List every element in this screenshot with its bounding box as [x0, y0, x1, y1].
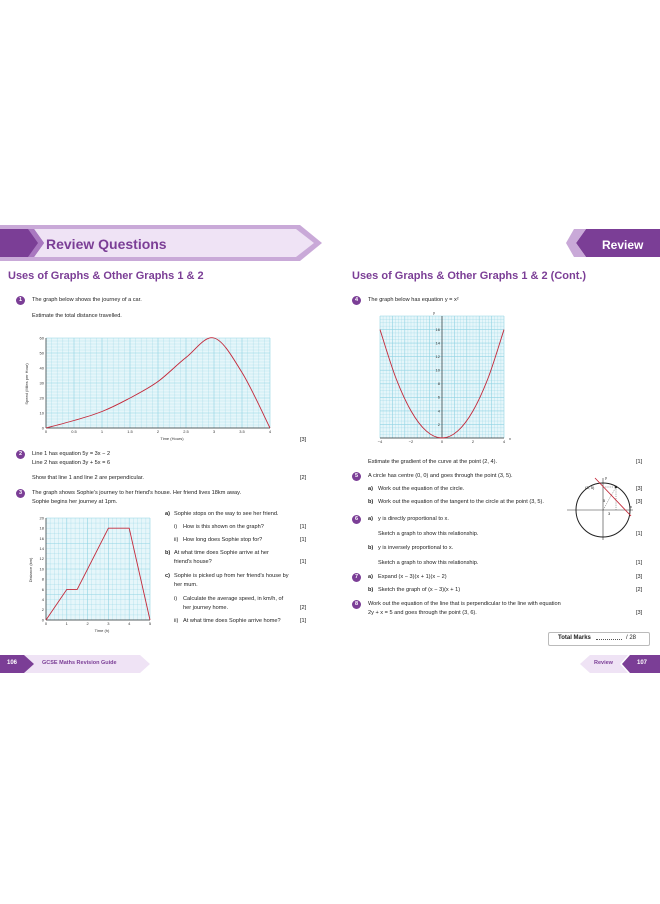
y-tick-label: 10	[39, 566, 44, 572]
q5b-text: Work out the equation of the tangent to the circle at the point (3, 5).	[378, 499, 544, 505]
y-tick-label: 0	[41, 617, 44, 623]
q4-mark: [1]	[636, 459, 643, 465]
q6b-mark: [1]	[636, 560, 643, 566]
circle-3-label: 3	[608, 511, 611, 516]
part-label: a)	[165, 511, 170, 517]
part-label: b)	[368, 499, 374, 505]
q4-instruction: Estimate the gradient of the curve at the point (2, 4).	[368, 459, 498, 465]
y-axis-label: Speed (Miles per Hour)	[24, 363, 29, 405]
right-page-number: 107	[637, 660, 648, 666]
y-tick-label: 60	[39, 335, 44, 341]
q2-mark: [2]	[300, 475, 307, 481]
question-number: 6	[352, 515, 361, 524]
circle-y-label: y	[605, 475, 607, 480]
right-footer-label: Review	[594, 660, 613, 666]
q2-line1: Line 1 has equation 5y = 3x − 2	[32, 451, 111, 457]
q3b-text1: At what time does Sophie arrive at her	[174, 550, 269, 556]
q3ci-mark: [2]	[300, 605, 307, 611]
q7a-text: Expand (x − 3)(x + 1)(x − 2)	[378, 574, 447, 580]
x-tick-label: 4	[128, 621, 131, 626]
y-tick-label: 16	[435, 326, 440, 332]
question-number: 5	[352, 472, 361, 481]
q8-line1: Work out the equation of the line that is perpendicular to the line with equation	[368, 601, 561, 607]
part-label: b)	[368, 587, 374, 593]
y-tick-label: 6	[437, 394, 440, 400]
y-tick-label: 8	[41, 576, 44, 582]
q6b-text: y is inversely proportional to x.	[378, 545, 454, 551]
q2-instruction: Show that line 1 and line 2 are perpendicular.	[32, 475, 144, 481]
x-tick-label: 0	[44, 429, 48, 434]
total-marks-blank	[596, 639, 622, 640]
q1-instruction: Estimate the total distance travelled.	[32, 313, 122, 319]
q3ai-text: How is this shown on the graph?	[183, 524, 264, 530]
q3-line2: Sophie begins her journey at 1pm.	[32, 499, 118, 505]
y-tick-label: 14	[435, 340, 440, 346]
y-tick-label: 4	[437, 408, 440, 414]
y-axis-label: y	[433, 310, 435, 315]
y-tick-label: 2	[437, 421, 440, 427]
q5a-text: Work out the equation of the circle.	[378, 486, 465, 492]
x-tick-label: 1	[100, 429, 104, 434]
x-tick-label: 0	[440, 439, 444, 444]
subpart-label: i)	[174, 596, 178, 602]
q3aii-mark: [1]	[300, 537, 307, 543]
x-tick-label: 1	[65, 621, 68, 626]
y-tick-label: 20	[39, 395, 44, 401]
y-tick-label: 18	[39, 525, 44, 531]
parabola-chart	[366, 308, 516, 452]
q7b-text: Sketch the graph of (x − 3)(x + 1)	[378, 587, 461, 593]
q1-text: The graph below shows the journey of a car.	[32, 297, 142, 303]
left-footer-label: GCSE Maths Revision Guide	[42, 660, 117, 666]
x-axis-label: Time (Hours)	[160, 436, 184, 441]
x-tick-label: 3	[107, 621, 110, 626]
y-tick-label: 30	[39, 380, 44, 386]
x-tick-label: 2.5	[183, 429, 189, 434]
q3ci-text2: her journey home.	[183, 605, 229, 611]
right-footer-bar	[580, 655, 660, 673]
x-tick-label: 2	[86, 621, 89, 626]
q5-text: A circle has centre (0, 0) and goes through the point (3, 5).	[368, 473, 513, 479]
question-number: 8	[352, 600, 361, 609]
y-tick-label: 4	[41, 597, 44, 602]
part-label: a)	[368, 486, 373, 492]
q3-line1: The graph shows Sophie's journey to her friend's house. Her friend lives 18km away.	[32, 490, 242, 496]
question-number: 4	[352, 296, 361, 305]
y-tick-label: 50	[39, 350, 44, 356]
q3ai-mark: [1]	[300, 524, 307, 530]
circle-x-label: x	[630, 504, 632, 509]
part-label: b)	[368, 545, 374, 551]
subpart-label: ii)	[174, 537, 179, 543]
circle-point-label: (3, 5)	[585, 485, 595, 490]
y-tick-label: 10	[39, 410, 44, 416]
y-tick-label: 12	[435, 354, 440, 360]
question-number: 2	[16, 450, 25, 459]
q2-line2: Line 2 has equation 3y + 5x = 6	[32, 460, 111, 466]
left-section-title: Uses of Graphs & Other Graphs 1 & 2	[8, 270, 204, 282]
circle-diagram	[565, 476, 635, 542]
right-section-title: Uses of Graphs & Other Graphs 1 & 2 (Cont.)	[352, 270, 587, 282]
y-tick-label: 16	[39, 535, 44, 541]
q7a-mark: [3]	[636, 574, 643, 580]
x-tick-label: 0	[44, 621, 48, 626]
q3b-mark: [1]	[300, 559, 307, 565]
y-tick-label: 12	[39, 556, 44, 562]
page-title: Review Questions	[46, 236, 167, 252]
q6b-sketch: Sketch a graph to show this relationship.	[378, 560, 479, 566]
question-number: 7	[352, 573, 361, 582]
part-label: c)	[165, 573, 170, 579]
q6a-mark: [1]	[636, 531, 643, 537]
x-tick-label: 0.5	[71, 429, 77, 434]
review-tab: Review	[602, 238, 644, 252]
q5b-mark: [3]	[636, 499, 643, 505]
y-tick-label: 40	[39, 365, 44, 371]
q3b-text2: friend's house?	[174, 559, 212, 565]
q8-mark: [3]	[636, 610, 643, 616]
y-tick-label: 20	[39, 515, 44, 521]
q4-text: The graph below has equation y = x²	[368, 297, 459, 303]
x-tick-label: 3.5	[239, 429, 245, 434]
x-axis-label: x	[509, 436, 511, 441]
y-tick-label: 6	[41, 586, 44, 592]
total-marks-label: Total Marks	[558, 635, 591, 641]
total-marks-value: / 28	[626, 635, 637, 641]
y-tick-label: 8	[437, 381, 440, 387]
q6a-text: y is directly proportional to x.	[378, 516, 449, 522]
y-tick-label: 10	[435, 367, 440, 373]
q3cii-mark: [1]	[300, 618, 307, 624]
y-tick-label: 14	[39, 546, 44, 551]
left-page-number: 106	[7, 660, 18, 666]
x-tick-label: 4	[502, 439, 506, 444]
q5a-mark: [3]	[636, 486, 643, 492]
y-tick-label: 2	[41, 607, 44, 613]
q3ci-text1: Calculate the average speed, in km/h, of	[183, 596, 284, 602]
y-axis-label: Distance (km)	[28, 557, 33, 583]
car-journey-chart	[22, 330, 280, 444]
question-number: 3	[16, 489, 25, 498]
subpart-label: i)	[174, 524, 178, 530]
x-tick-label: 2	[156, 429, 160, 434]
x-tick-label: −2	[408, 439, 414, 444]
x-tick-label: 1.5	[127, 429, 133, 434]
x-tick-label: −4	[377, 439, 383, 444]
circle-5-label: 5	[603, 498, 606, 503]
q3c-text2: her mum.	[174, 582, 198, 588]
q8-line2: 2y + x = 5 and goes through the point (3, 6).	[368, 610, 477, 616]
question-number: 1	[16, 296, 25, 305]
part-label: a)	[368, 516, 373, 522]
q3aii-text: How long does Sophie stop for?	[183, 537, 263, 543]
q1-mark: [3]	[300, 437, 307, 443]
y-tick-label: 0	[41, 425, 44, 431]
subpart-label: ii)	[174, 618, 179, 624]
part-label: b)	[165, 550, 171, 556]
x-tick-label: 3	[212, 429, 216, 434]
x-tick-label: 4	[268, 429, 272, 434]
x-tick-label: 2	[471, 439, 475, 444]
q3cii-text: At what time does Sophie arrive home?	[183, 618, 281, 624]
x-axis-label: Time (h)	[94, 628, 110, 633]
part-label: a)	[368, 574, 373, 580]
q3a-text: Sophie stops on the way to see her friend.	[174, 511, 279, 517]
q7b-mark: [2]	[636, 587, 643, 593]
x-tick-label: 5	[148, 621, 152, 626]
sophie-journey-chart	[26, 510, 156, 634]
q6a-sketch: Sketch a graph to show this relationship.	[378, 531, 479, 537]
q3c-text1: Sophie is picked up from her friend's house by	[174, 573, 289, 579]
